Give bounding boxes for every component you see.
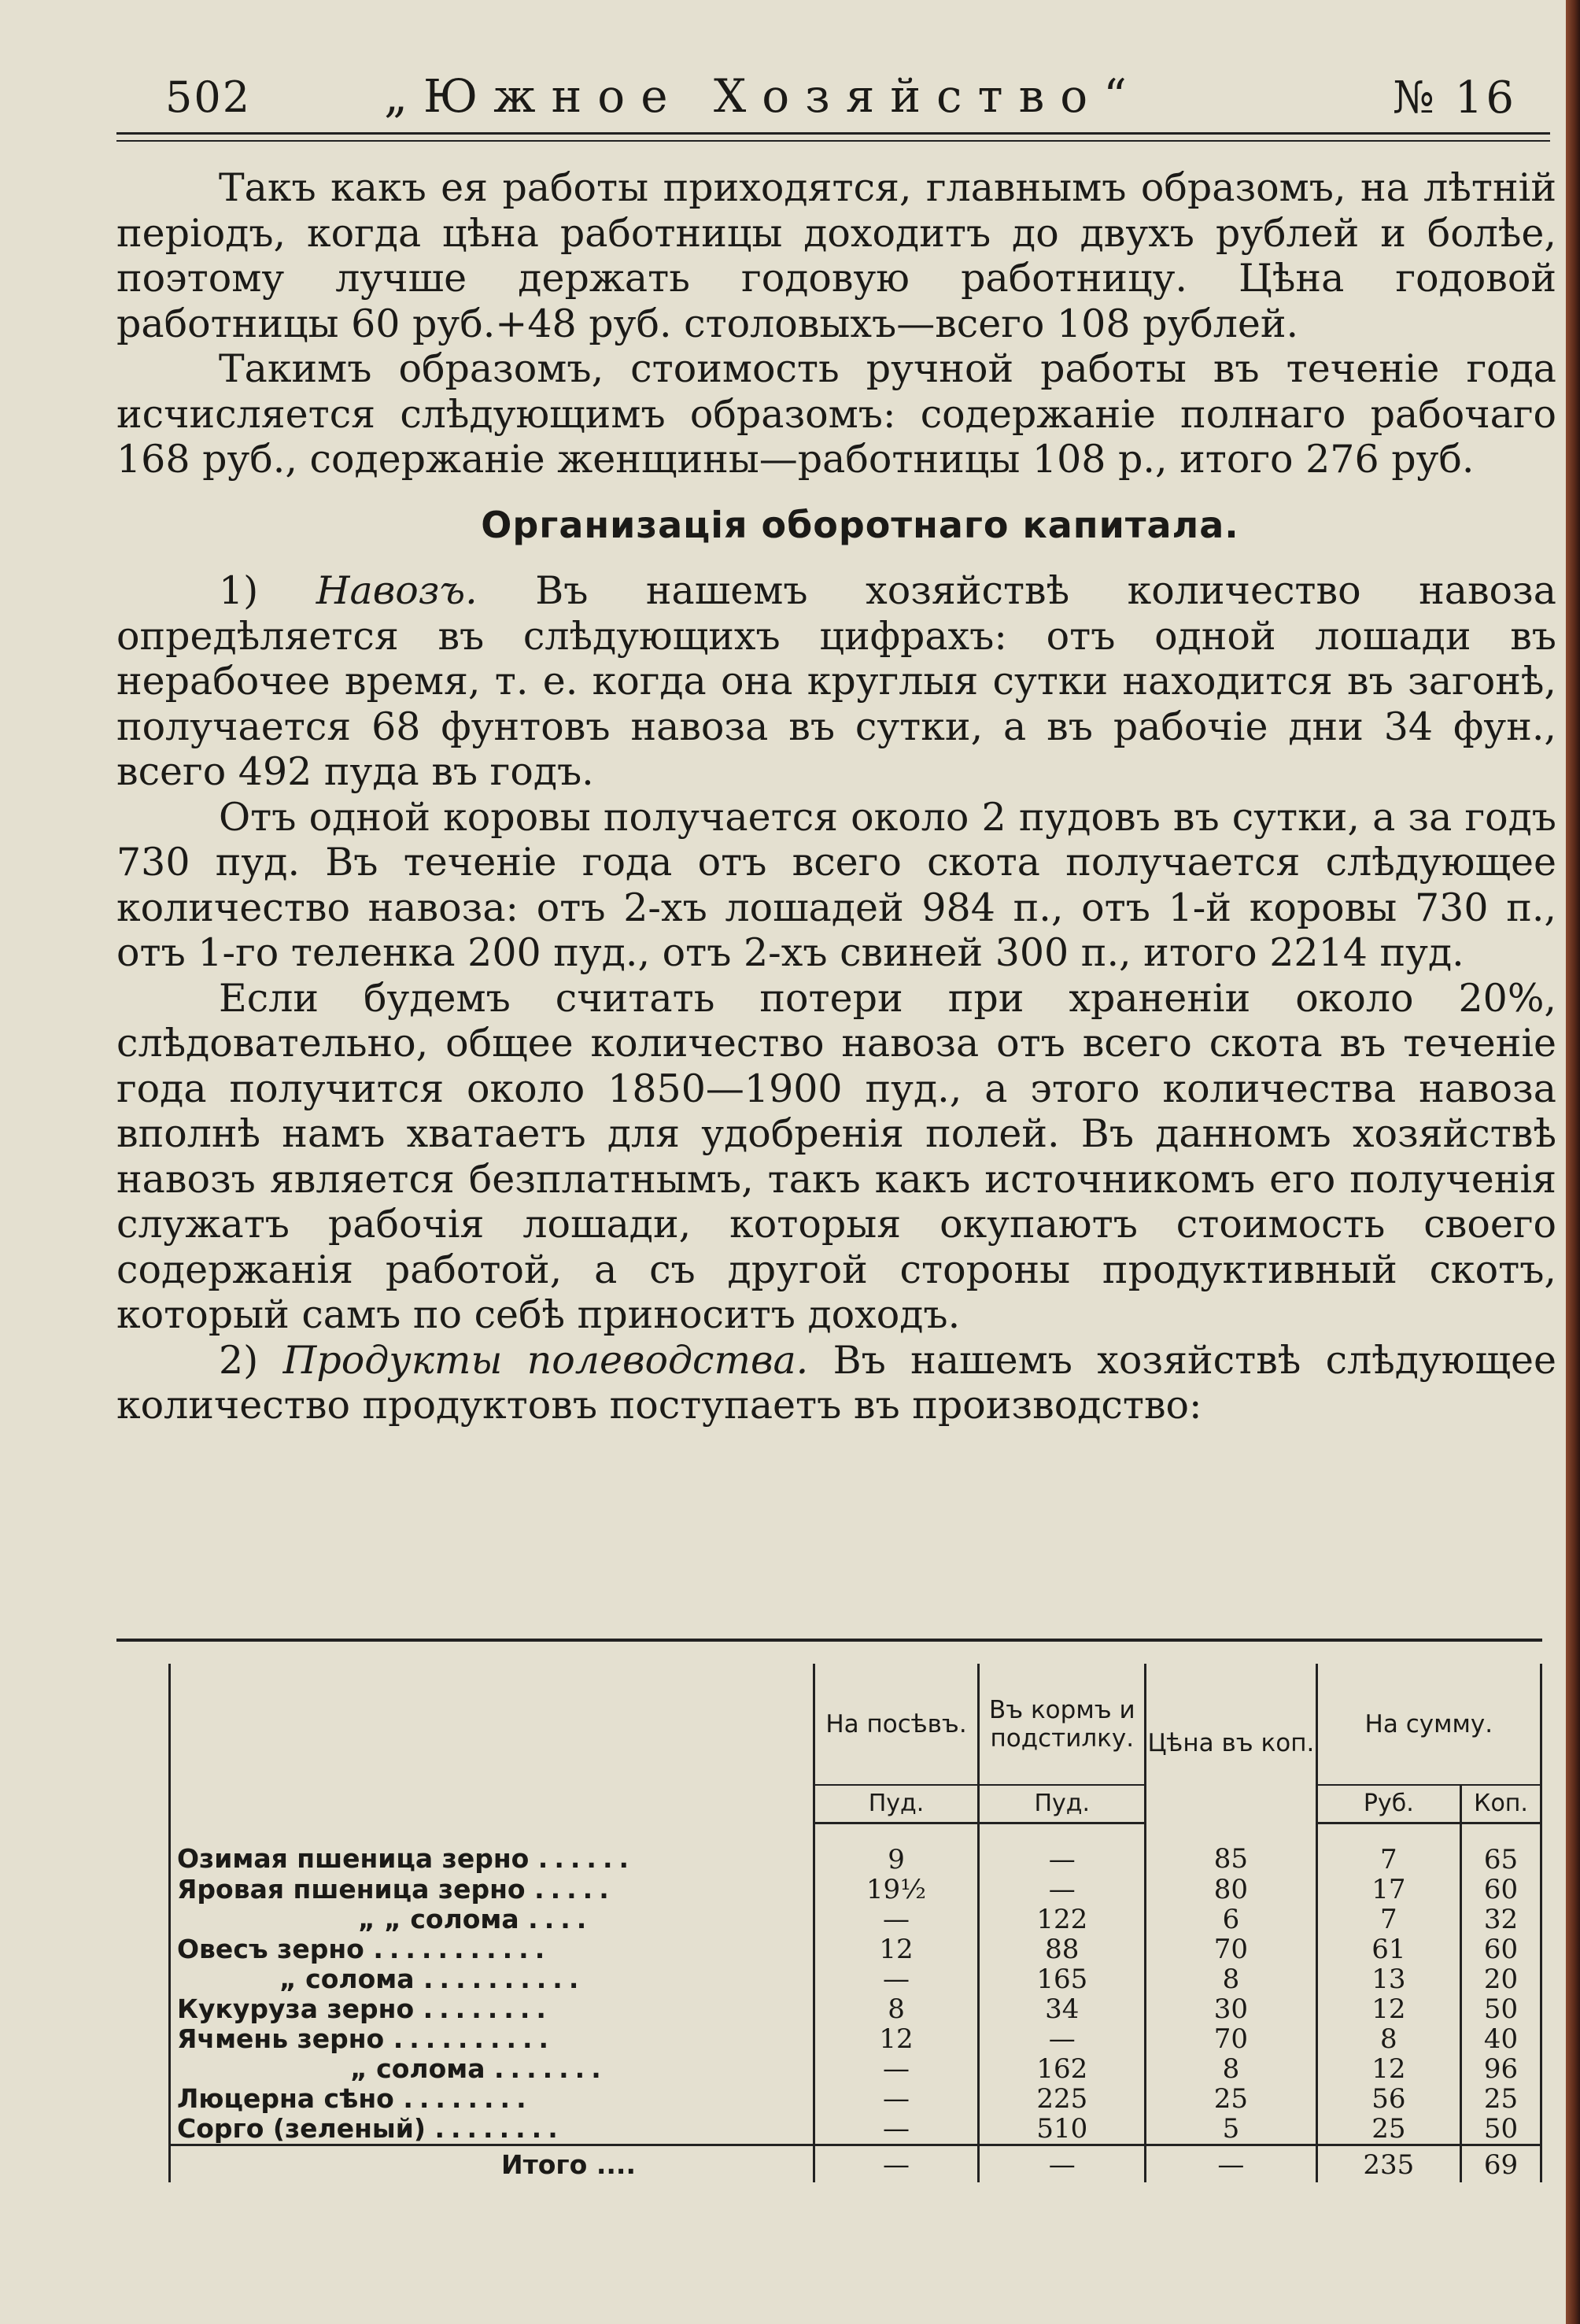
product-name: „ солома: [279, 1964, 415, 1994]
cell-price: 8: [1146, 1964, 1316, 1994]
cell-price: 70: [1146, 1934, 1316, 1964]
item-term: Навозъ.: [316, 568, 478, 613]
table-row: „ солома .......... — 165 8 13 20: [170, 1964, 1541, 1994]
product-name: „ „ солома: [358, 1904, 519, 1934]
item-number: 2): [219, 1337, 259, 1383]
paragraph-1: Такъ какъ ея работы приходятся, главнымъ образомъ, на лѣтній періодъ, когда цѣна работницы доходитъ до двухъ рублей и болѣе, поэтому лучше держать годовую работницу. Цѣна годовой работницы 60 руб.+48 руб. столовыхъ—всего 108 рублей.: [116, 165, 1556, 346]
cell-seeds: 9: [814, 1823, 979, 1875]
cell-kop: 50: [1461, 1994, 1541, 2024]
table-row: Яровая пшеница зерно ..... 19½ — 80 17 60: [170, 1875, 1541, 1905]
paragraph-products: [116, 1338, 1556, 1428]
cell-feed: 88: [979, 1934, 1146, 1964]
cell-feed: —: [979, 2024, 1146, 2054]
journal-title: „Южное Хозяйство“: [384, 69, 1143, 123]
paragraph-cow: Отъ одной коровы получается около 2 пудовъ въ сутки, а за годъ 730 пуд. Въ теченіе года отъ всего скота получается слѣдующее количество навоза: отъ 2-хъ лошадей 984 п., отъ 1-й коровы 730 п., отъ 1-го теленка 200 пуд., отъ 2-хъ свиней 300 п., итого 2214 пуд.: [116, 794, 1556, 975]
cell-kop: 60: [1461, 1934, 1541, 1964]
cell-rub: 7: [1316, 1823, 1460, 1875]
header-rule-top: [116, 132, 1550, 135]
cell-seeds: —: [814, 2054, 979, 2084]
cell-feed: 122: [979, 1905, 1146, 1934]
col-sum-header: На сумму.: [1316, 1664, 1541, 1785]
cell-rub: 61: [1316, 1934, 1460, 1964]
cell-price: 80: [1146, 1875, 1316, 1905]
unit-rub: Руб.: [1316, 1785, 1460, 1823]
cell-rub: 56: [1316, 2084, 1460, 2114]
col-price-header: Цѣна въ коп.: [1146, 1664, 1316, 1823]
cell-price: 6: [1146, 1905, 1316, 1934]
table-row: Сорго (зеленый) ........ — 510 5 25 50: [170, 2114, 1541, 2145]
cell-price: 85: [1146, 1823, 1316, 1875]
header-rule-bottom: [116, 140, 1550, 142]
paragraph-losses: Если будемъ считать потери при храненіи около 20%, слѣдовательно, общее количество навоза отъ всего скота въ теченіе года получится около 1850—1900 пуд., а этого количества навоза вполнѣ намъ хватаетъ для удобренія полей. Въ данномъ хозяйствѣ навозъ является безплатнымъ, такъ какъ источникомъ его полученія служатъ рабочія лошади, которыя окупаютъ стоимость своего содержанія работой, а съ другой стороны продуктивный скотъ, который самъ по себѣ приноситъ доходъ.: [116, 975, 1556, 1337]
cell-rub: 7: [1316, 1905, 1460, 1934]
col-seeds-header: На посѣвъ.: [814, 1664, 979, 1785]
product-name: Овесъ зерно: [177, 1934, 364, 1964]
cell-price: 30: [1146, 1994, 1316, 2024]
product-name: Люцерна сѣно: [177, 2083, 394, 2114]
total-kop: 69: [1461, 2145, 1541, 2183]
cell-kop: 50: [1461, 2114, 1541, 2145]
cell-feed: 510: [979, 2114, 1146, 2145]
cell-kop: 96: [1461, 2054, 1541, 2084]
cell-seeds: 19½: [814, 1875, 979, 1905]
cell-feed: 165: [979, 1964, 1146, 1994]
cell-kop: 25: [1461, 2084, 1541, 2114]
item-text: Въ нашемъ хозяйствѣ слѣдующее количество продуктовъ поступаетъ въ производство:: [116, 1337, 1557, 1428]
cell-kop: 40: [1461, 2024, 1541, 2054]
paragraph-2: Такимъ образомъ, стоимость ручной работы въ теченіе года исчисляется слѣдующимъ образомъ: содержаніе полнаго рабочаго 168 руб., содержаніе женщины—работницы 108 р., итого 276 руб.: [116, 346, 1556, 482]
cell-kop: 32: [1461, 1905, 1541, 1934]
cell-seeds: 8: [814, 1994, 979, 2024]
paragraph-manure: [116, 568, 1556, 795]
cell-kop: 20: [1461, 1964, 1541, 1994]
unit-feed: Пуд.: [979, 1785, 1146, 1823]
product-name: Ячмень зерно: [177, 2023, 385, 2054]
total-rub: 235: [1316, 2145, 1460, 2183]
total-seeds: —: [814, 2145, 979, 2183]
cell-feed: —: [979, 1823, 1146, 1875]
cell-rub: 8: [1316, 2024, 1460, 2054]
products-table: [168, 1664, 1542, 2182]
item-number: 1): [219, 568, 259, 613]
cell-price: 25: [1146, 2084, 1316, 2114]
cell-rub: 12: [1316, 2054, 1460, 2084]
col-product-header: [170, 1664, 814, 1823]
section-heading: Организація оборотнаго капитала.: [481, 503, 1239, 546]
cell-kop: 65: [1461, 1823, 1541, 1875]
running-header: [116, 69, 1525, 135]
cell-feed: 225: [979, 2084, 1146, 2114]
unit-seeds: Пуд.: [814, 1785, 979, 1823]
product-name: Сорго (зеленый): [177, 2113, 426, 2144]
table-top-rule: [116, 1639, 1542, 1642]
total-price: —: [1146, 2145, 1316, 2183]
cell-price: 8: [1146, 2054, 1316, 2084]
cell-seeds: —: [814, 2114, 979, 2145]
cell-seeds: 12: [814, 1934, 979, 1964]
product-name: „ солома: [350, 2053, 485, 2084]
col-feed-header: Въ кормъ и подстилку.: [979, 1664, 1146, 1785]
cell-feed: 162: [979, 2054, 1146, 2084]
cell-rub: 25: [1316, 2114, 1460, 2145]
cell-price: 5: [1146, 2114, 1316, 2145]
cell-feed: —: [979, 1875, 1146, 1905]
cell-seeds: —: [814, 1964, 979, 1994]
table-row: Ячмень зерно .......... 12 — 70 8 40: [170, 2024, 1541, 2054]
table-row: „ „ солома .... — 122 6 7 32: [170, 1905, 1541, 1934]
product-name: Озимая пшеница зерно: [177, 1843, 530, 1875]
table-row: „ солома ....... — 162 8 12 96: [170, 2054, 1541, 2084]
table-row: Овесъ зерно ........... 12 88 70 61 60: [170, 1934, 1541, 1964]
cell-rub: 12: [1316, 1994, 1460, 2024]
issue-number: № 16: [1392, 72, 1517, 124]
product-name: Яровая пшеница зерно: [177, 1874, 526, 1905]
cell-seeds: 12: [814, 2024, 979, 2054]
cell-price: 70: [1146, 2024, 1316, 2054]
cell-seeds: —: [814, 1905, 979, 1934]
cell-seeds: —: [814, 2084, 979, 2114]
page-number: 502: [165, 72, 252, 122]
cell-feed: 34: [979, 1994, 1146, 2024]
table-row: Люцерна сѣно ........ — 225 25 56 25: [170, 2084, 1541, 2114]
cell-rub: 17: [1316, 1875, 1460, 1905]
table-row: Кукуруза зерно ........ 8 34 30 12 50: [170, 1994, 1541, 2024]
item-text: Въ нашемъ хозяйствѣ количество навоза опредѣляется въ слѣдующихъ цифрахъ: отъ одной лошади въ нерабочее время, т. е. когда она круглыя сутки находится въ загонѣ, получается 68 фунтовъ навоза въ сутки, а въ рабочіе дни 34 фун., всего 492 пуда въ годъ.: [116, 568, 1556, 794]
cell-kop: 60: [1461, 1875, 1541, 1905]
total-label: Итого: [501, 2149, 588, 2180]
table-row: Озимая пшеница зерно ...... 9 — 85 7 65: [170, 1823, 1541, 1875]
cell-rub: 13: [1316, 1964, 1460, 1994]
item-term: Продукты полеводства.: [282, 1337, 809, 1383]
total-feed: —: [979, 2145, 1146, 2183]
book-edge: [1566, 0, 1580, 2324]
body-text: [116, 165, 1556, 1428]
product-name: Кукуруза зерно: [177, 1993, 415, 2024]
table-total-row: Итого .... — — — 235 69: [170, 2145, 1541, 2183]
unit-kop: Коп.: [1461, 1785, 1541, 1823]
